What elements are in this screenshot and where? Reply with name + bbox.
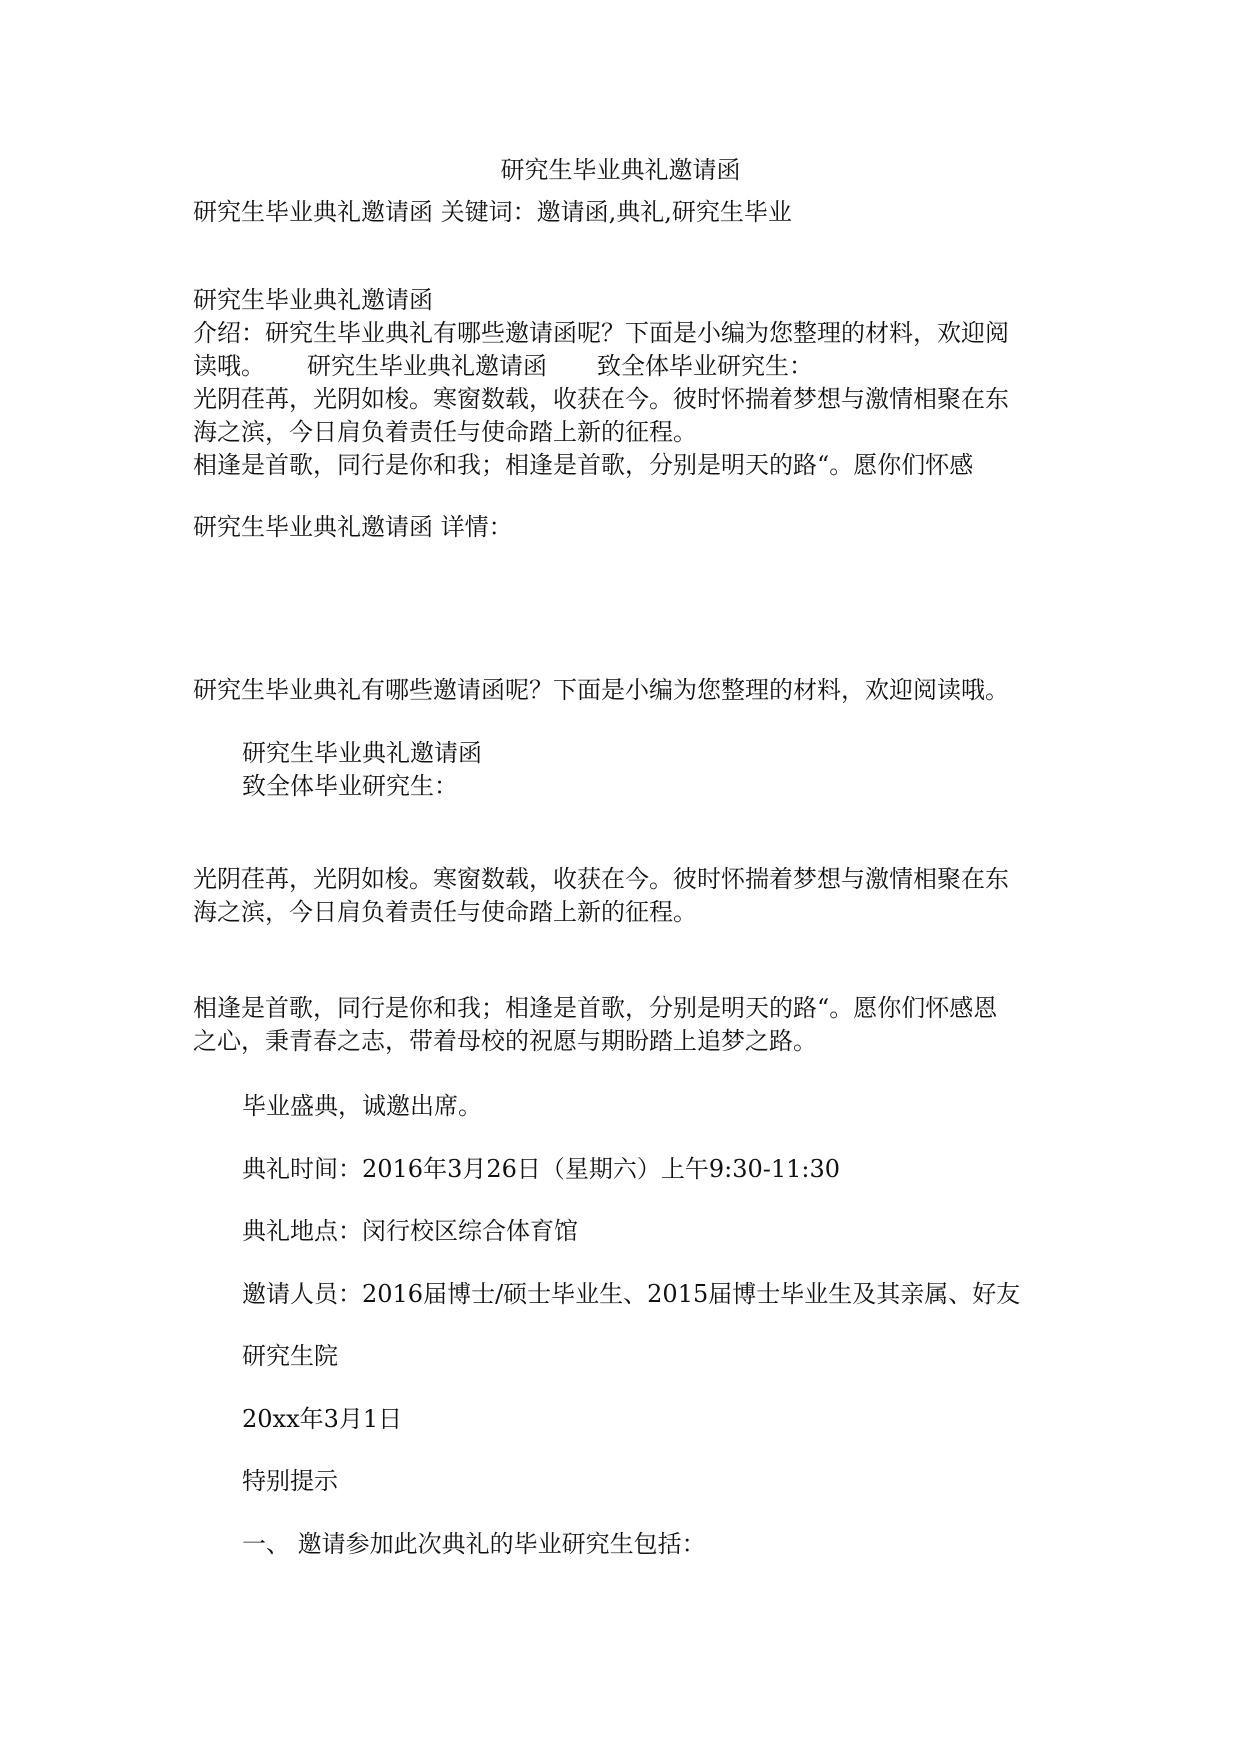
- body-paragraph-song-line-2: 之心，秉青春之志，带着母校的祝愿与期盼踏上追梦之路。: [193, 1027, 817, 1055]
- document-title: 研究生毕业典礼邀请函: [500, 156, 741, 184]
- signature-date: 20xx年3月1日: [242, 1405, 403, 1433]
- invitees: 邀请人员：2016届博士/硕士毕业生、2015届博士毕业生及其亲属、好友: [242, 1280, 1021, 1308]
- ceremony-location: 典礼地点：闵行校区综合体育馆: [242, 1217, 578, 1245]
- summary-intro-read: 读哦。: [193, 352, 265, 380]
- keywords-line: 研究生毕业典礼邀请函 关键词：邀请函,典礼,研究生毕业: [193, 198, 792, 226]
- summary-intro-heading: 研究生毕业典礼邀请函: [307, 352, 547, 380]
- summary-line-5: 相逢是首歌，同行是你和我；相逢是首歌，分别是明天的路“。愿你们怀感: [193, 451, 974, 479]
- body-paragraph-song-line-1: 相逢是首歌，同行是你和我；相逢是首歌，分别是明天的路“。愿你们怀感恩: [193, 994, 998, 1022]
- body-paragraph-time-line-2: 海之滨，今日肩负着责任与使命踏上新的征程。: [193, 898, 697, 926]
- special-note-item-1: 一、 邀请参加此次典礼的毕业研究生包括：: [242, 1530, 706, 1558]
- summary-intro-greeting: 致全体毕业研究生：: [597, 352, 813, 380]
- summary-intro-line-2: [193, 351, 813, 381]
- ceremony-time: 典礼时间：2016年3月26日（星期六）上午9:30-11:30: [242, 1155, 841, 1183]
- body-letter-heading: 研究生毕业典礼邀请函: [242, 739, 482, 767]
- summary-heading: 研究生毕业典礼邀请函: [193, 286, 433, 314]
- special-note-heading: 特别提示: [242, 1467, 338, 1495]
- body-invitation: 毕业盛典，诚邀出席。: [242, 1092, 482, 1120]
- body-greeting: 致全体毕业研究生：: [242, 772, 458, 800]
- body-paragraph-time-line-1: 光阴荏苒，光阴如梭。寒窗数载，收获在今。彼时怀揣着梦想与激情相聚在东: [193, 865, 1009, 893]
- summary-line-4: 海之滨，今日肩负着责任与使命踏上新的征程。: [193, 418, 697, 446]
- details-label: 研究生毕业典礼邀请函 详情：: [193, 513, 513, 541]
- summary-line-3: 光阴荏苒，光阴如梭。寒窗数载，收获在今。彼时怀揣着梦想与激情相聚在东: [193, 385, 1009, 413]
- signature-org: 研究生院: [242, 1342, 338, 1370]
- body-paragraph-intro: 研究生毕业典礼有哪些邀请函呢？下面是小编为您整理的材料，欢迎阅读哦。: [193, 676, 1009, 704]
- summary-intro-line-1: 介绍：研究生毕业典礼有哪些邀请函呢？下面是小编为您整理的材料，欢迎阅: [193, 319, 1009, 347]
